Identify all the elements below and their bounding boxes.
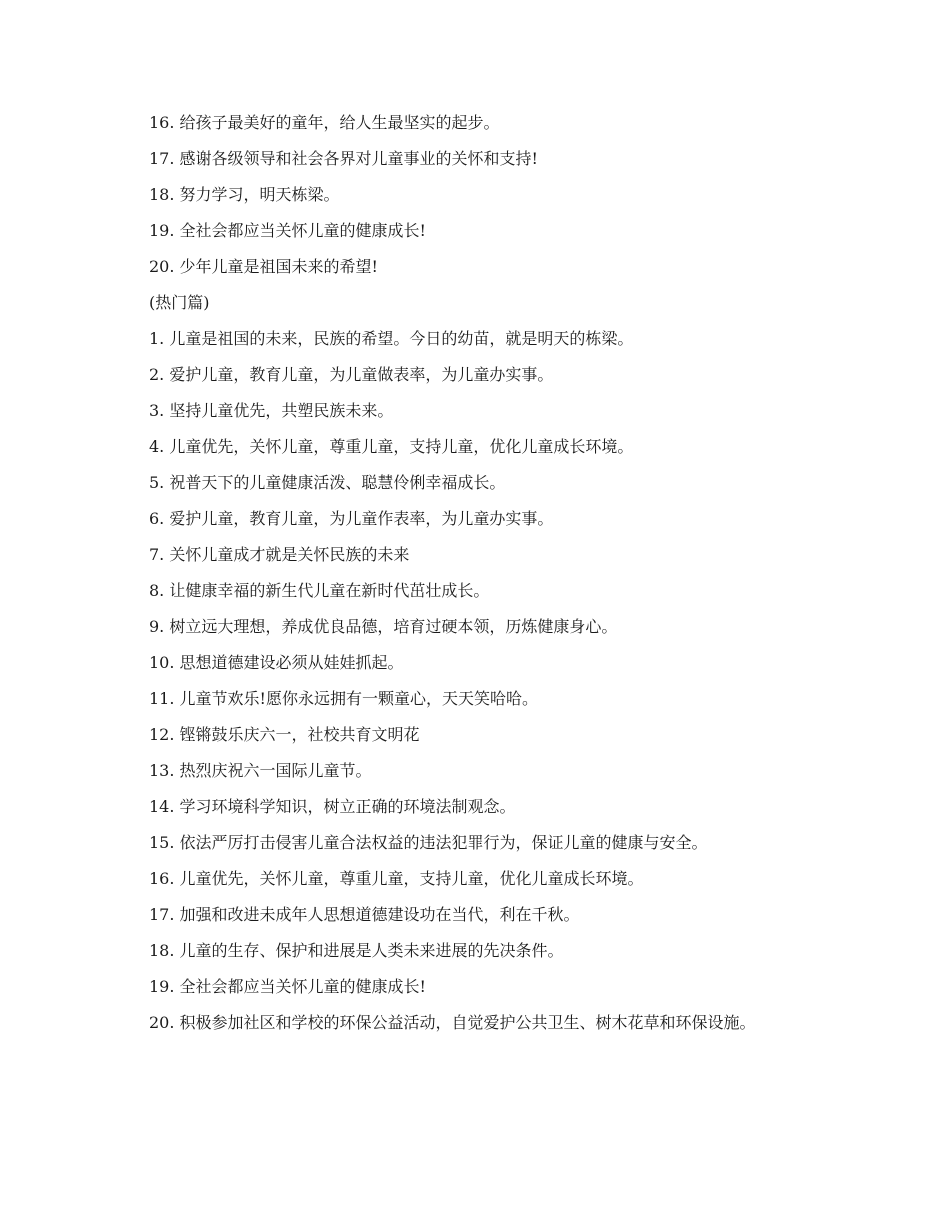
hot-slogan-line-wrapped: 20. 积极参加社区和学校的环保公益活动，自觉爱护公共卫生、树木花草和环保设施。: [149, 1013, 756, 1032]
hot-slogan-line: 19. 全社会都应当关怀儿童的健康成长!: [149, 977, 426, 996]
slogan-line: 20. 少年儿童是祖国未来的希望!: [149, 257, 378, 276]
slogan-line: 17. 感谢各级领导和社会各界对儿童事业的关怀和支持!: [149, 149, 538, 168]
hot-slogan-line: 18. 儿童的生存、保护和进展是人类未来进展的先决条件。: [149, 941, 564, 960]
hot-slogan-line: 7. 关怀儿童成才就是关怀民族的未来: [149, 545, 410, 564]
hot-slogan-line: 17. 加强和改进未成年人思想道德建设功在当代，利在千秋。: [149, 905, 580, 924]
hot-slogan-line: 4. 儿童优先，关怀儿童，尊重儿童，支持儿童，优化儿童成长环境。: [149, 437, 634, 456]
hot-slogan-line: 10. 思想道德建设必须从娃娃抓起。: [149, 653, 404, 672]
hot-slogan-line: 3. 坚持儿童优先，共塑民族未来。: [149, 401, 394, 420]
section-heading: (热门篇): [149, 293, 210, 312]
hot-slogan-line: 13. 热烈庆祝六一国际儿童节。: [149, 761, 372, 780]
hot-slogan-line: 11. 儿童节欢乐!愿你永远拥有一颗童心，天天笑哈哈。: [149, 689, 538, 708]
hot-slogan-line: 2. 爱护儿童，教育儿童，为儿童做表率，为儿童办实事。: [149, 365, 554, 384]
document-body: [113, 112, 823, 1048]
hot-slogan-line: 14. 学习环境科学知识，树立正确的环境法制观念。: [149, 797, 516, 816]
hot-slogan-line: 8. 让健康幸福的新生代儿童在新时代茁壮成长。: [149, 581, 490, 600]
hot-slogan-line: 6. 爱护儿童，教育儿童，为儿童作表率，为儿童办实事。: [149, 509, 554, 528]
slogan-line: 19. 全社会都应当关怀儿童的健康成长!: [149, 221, 426, 240]
slogan-line: 18. 努力学习，明天栋梁。: [149, 185, 340, 204]
hot-slogan-line: 16. 儿童优先，关怀儿童，尊重儿童，支持儿童，优化儿童成长环境。: [149, 869, 644, 888]
hot-slogan-line: 12. 铿锵鼓乐庆六一，社校共育文明花: [149, 725, 420, 744]
hot-slogan-line: 9. 树立远大理想，养成优良品德，培育过硬本领，历炼健康身心。: [149, 617, 618, 636]
hot-slogan-line: 5. 祝普天下的儿童健康活泼、聪慧伶俐幸福成长。: [149, 473, 506, 492]
hot-slogan-line: 1. 儿童是祖国的未来，民族的希望。今日的幼苗，就是明天的栋梁。: [149, 329, 634, 348]
hot-slogan-line: 15. 依法严厉打击侵害儿童合法权益的违法犯罪行为，保证儿童的健康与安全。: [149, 833, 708, 852]
slogan-line: 16. 给孩子最美好的童年，给人生最坚实的起步。: [149, 113, 500, 132]
